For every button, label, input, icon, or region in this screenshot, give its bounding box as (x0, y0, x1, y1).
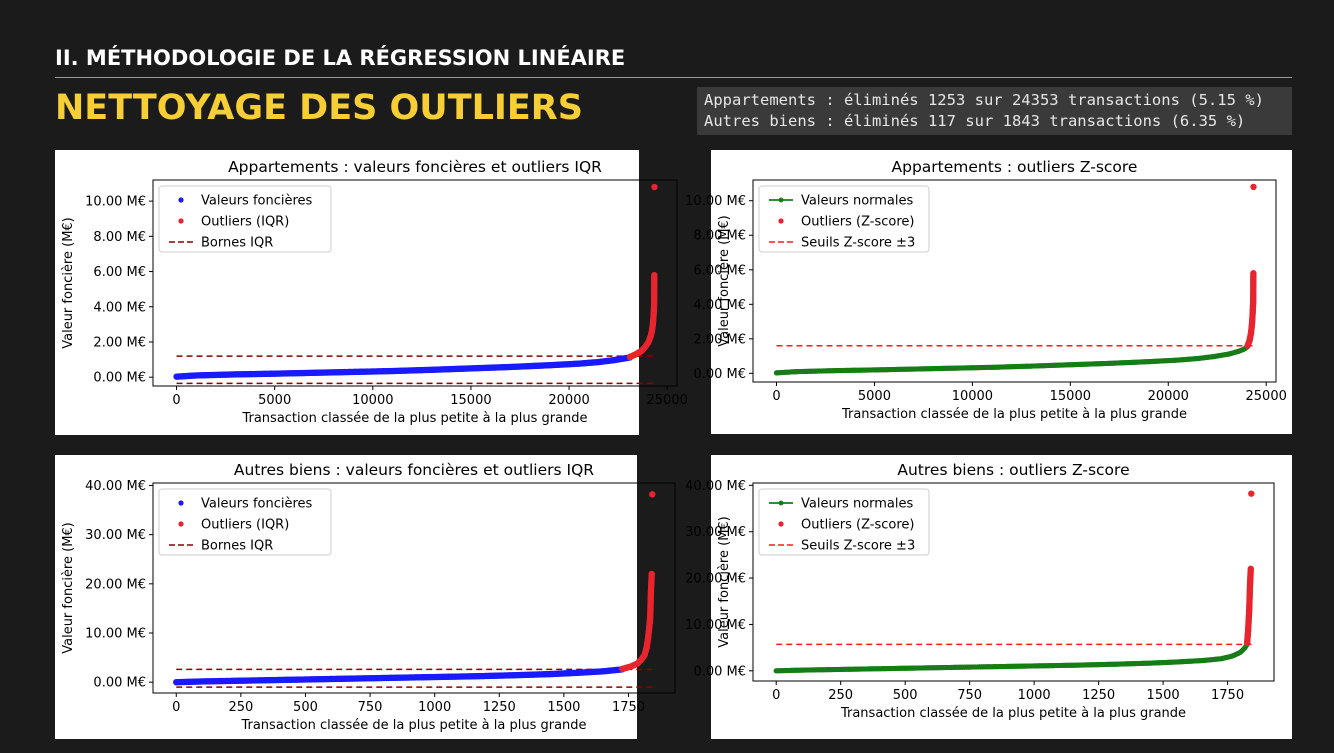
x-tick-label: 1500 (547, 700, 581, 715)
legend-label: Valeurs foncières (201, 193, 313, 209)
x-axis-label: Transaction classée de la plus petite à la plus grande (242, 411, 588, 426)
console-line: Autres biens : éliminés 117 sur 1843 transactions (6.35 %) (704, 112, 1246, 130)
chart-panel-autres-zscore (685, 455, 1292, 739)
x-tick-label: 1250 (482, 700, 516, 715)
y-tick-label: 2.00 M€ (93, 335, 146, 351)
chart-appartements-iqr (55, 150, 688, 435)
chart-panel-autres-iqr (55, 455, 646, 739)
x-tick-label: 0 (772, 688, 781, 703)
x-tick-label: 1000 (1017, 688, 1051, 703)
legend-marker (178, 218, 183, 223)
x-tick-label: 0 (172, 700, 181, 715)
y-tick-label: 30.00 M€ (685, 525, 746, 541)
legend-label: Outliers (IQR) (201, 214, 290, 230)
x-tick-label: 1500 (1146, 688, 1180, 703)
x-tick-label: 1000 (418, 700, 452, 715)
legend-label: Seuils Z-score ±3 (801, 538, 916, 554)
console-output (697, 87, 1292, 135)
x-tick-label: 0 (172, 393, 181, 408)
legend-marker (778, 218, 783, 223)
x-tick-label: 5000 (258, 393, 292, 408)
data-point (1248, 490, 1254, 496)
page-title: NETTOYAGE DES OUTLIERS (55, 88, 583, 128)
x-tick-label: 250 (828, 688, 854, 703)
chart-title: Appartements : valeurs foncières et outliers IQR (228, 158, 602, 176)
y-tick-label: 4.00 M€ (693, 297, 746, 313)
data-point (1250, 270, 1256, 276)
x-tick-label: 20000 (548, 393, 590, 408)
chart-title: Autres biens : outliers Z-score (897, 461, 1130, 479)
legend-label: Outliers (IQR) (201, 517, 290, 533)
chart-appartements-zscore (685, 150, 1292, 434)
y-tick-label: 10.00 M€ (85, 194, 146, 210)
x-tick-label: 15000 (1049, 389, 1092, 404)
legend-label: Valeurs foncières (201, 496, 313, 512)
legend-marker (178, 521, 183, 526)
data-point (1248, 566, 1254, 572)
legend (159, 489, 331, 555)
y-axis-label: Valeur foncière (M€) (717, 215, 732, 347)
legend-label: Outliers (Z-score) (801, 214, 915, 230)
x-tick-label: 1750 (611, 700, 646, 715)
x-tick-label: 750 (957, 688, 983, 703)
data-point (651, 184, 657, 190)
y-tick-label: 6.00 M€ (693, 263, 746, 279)
chart-title: Autres biens : valeurs foncières et outliers IQR (233, 461, 595, 479)
x-tick-label: 1750 (1211, 688, 1245, 703)
legend-label: Bornes IQR (201, 235, 274, 251)
y-tick-label: 4.00 M€ (93, 300, 146, 316)
x-tick-label: 10000 (352, 393, 394, 408)
legend (759, 186, 929, 252)
legend-marker (779, 198, 784, 203)
x-tick-label: 500 (892, 688, 918, 703)
data-point (649, 491, 655, 497)
console-line: Appartements : éliminés 1253 sur 24353 transactions (5.15 %) (704, 91, 1264, 109)
legend-label: Valeurs normales (801, 193, 914, 209)
x-tick-label: 1250 (1082, 688, 1116, 703)
x-tick-label: 500 (293, 700, 318, 715)
legend-label: Seuils Z-score ±3 (801, 235, 916, 251)
y-tick-label: 10.00 M€ (685, 617, 746, 633)
legend-marker (178, 500, 183, 505)
x-tick-label: 10000 (951, 389, 994, 404)
header-divider (55, 77, 1292, 78)
y-tick-label: 0.00 M€ (693, 366, 746, 382)
y-axis-label: Valeur foncière (M€) (717, 516, 732, 648)
data-point (649, 571, 655, 577)
y-tick-label: 40.00 M€ (85, 478, 146, 494)
chart-autres-iqr (55, 455, 646, 739)
legend-label: Outliers (Z-score) (801, 517, 915, 533)
y-tick-label: 10.00 M€ (685, 194, 746, 210)
y-tick-label: 30.00 M€ (85, 528, 146, 544)
legend-marker (778, 521, 783, 526)
x-tick-label: 25000 (1245, 389, 1287, 404)
x-tick-label: 15000 (450, 393, 492, 408)
y-tick-label: 20.00 M€ (685, 571, 746, 587)
y-tick-label: 0.00 M€ (93, 370, 146, 386)
x-axis-label: Transaction classée de la plus petite à la plus grande (841, 407, 1188, 422)
data-point (1250, 184, 1256, 190)
y-tick-label: 0.00 M€ (93, 675, 146, 691)
y-tick-label: 8.00 M€ (93, 229, 146, 245)
x-axis-label: Transaction classée de la plus petite à la plus grande (241, 718, 587, 733)
x-tick-label: 20000 (1147, 389, 1189, 404)
y-tick-label: 2.00 M€ (693, 332, 746, 348)
y-axis-label: Valeur foncière (M€) (61, 217, 76, 349)
chart-title: Appartements : outliers Z-score (891, 158, 1138, 176)
data-point (651, 272, 657, 278)
legend-marker (178, 197, 183, 202)
y-tick-label: 40.00 M€ (685, 478, 746, 494)
legend (159, 186, 331, 252)
x-tick-label: 0 (772, 389, 781, 404)
y-tick-label: 8.00 M€ (693, 228, 746, 244)
section-title: II. MÉTHODOLOGIE DE LA RÉGRESSION LINÉAIRE (55, 46, 626, 70)
legend-label: Valeurs normales (801, 496, 914, 512)
chart-panel-appartements-zscore (685, 150, 1292, 434)
x-tick-label: 250 (228, 700, 254, 715)
y-axis-label: Valeur foncière (M€) (61, 522, 76, 654)
x-tick-label: 25000 (646, 393, 688, 408)
legend (759, 489, 929, 555)
legend-marker (779, 501, 784, 506)
x-tick-label: 750 (357, 700, 383, 715)
chart-autres-zscore (685, 455, 1292, 739)
y-tick-label: 0.00 M€ (693, 664, 746, 680)
y-tick-label: 6.00 M€ (93, 265, 146, 281)
y-tick-label: 10.00 M€ (85, 626, 146, 642)
chart-panel-appartements-iqr (55, 150, 688, 435)
x-axis-label: Transaction classée de la plus petite à la plus grande (840, 706, 1187, 721)
x-tick-label: 5000 (857, 389, 891, 404)
y-tick-label: 20.00 M€ (85, 577, 146, 593)
legend-label: Bornes IQR (201, 538, 274, 554)
